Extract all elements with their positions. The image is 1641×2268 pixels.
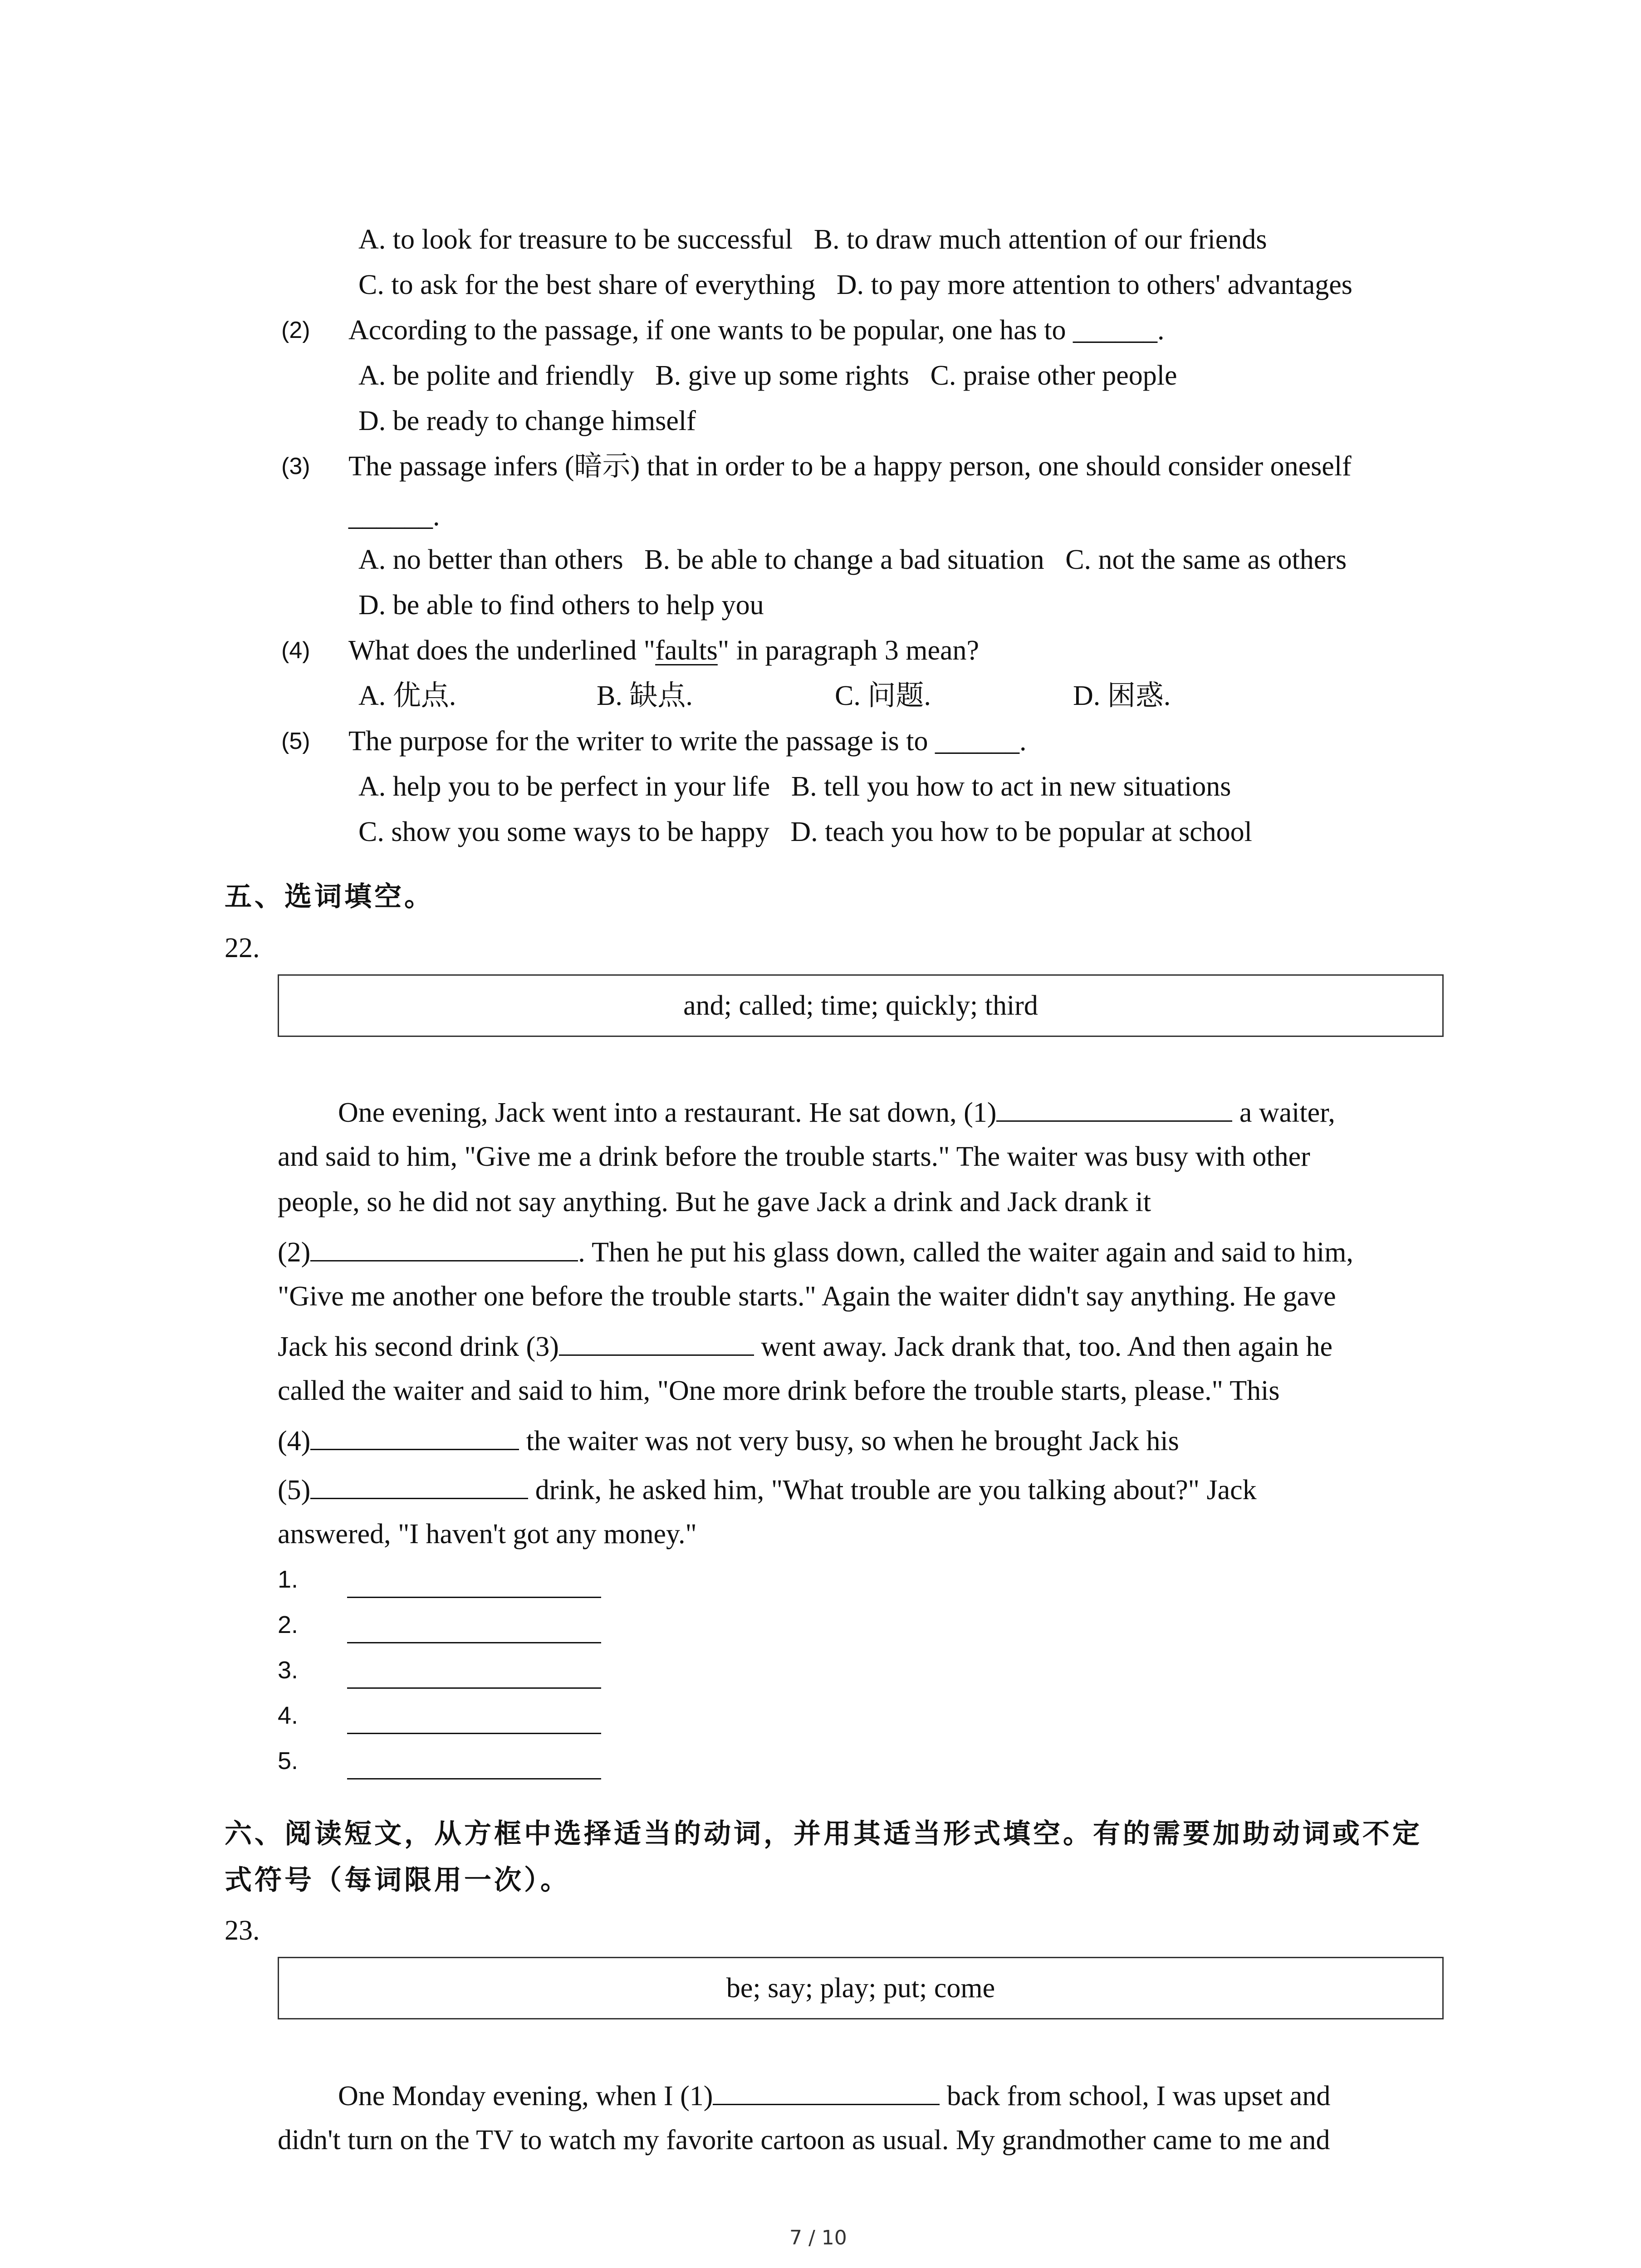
q3-option-d: D. be able to find others to help you — [358, 590, 764, 621]
blank-23-1[interactable] — [713, 2077, 940, 2105]
question-23-number: 23. — [225, 1915, 260, 1946]
q2-stem: According to the passage, if one wants to be popular, one has to ______. — [348, 315, 1165, 346]
q1-option-d: D. to pay more attention to others' advantages — [836, 269, 1352, 300]
section-six-title-line2: 式符号（每词限用一次）。 — [225, 1864, 570, 1896]
q3-option-c: C. not the same as others — [1065, 544, 1347, 575]
answer-number-5: 5. — [278, 1747, 299, 1774]
question-22-number: 22. — [225, 933, 260, 963]
page-number: 7 / 10 — [789, 2226, 847, 2249]
answer-number-4: 4. — [278, 1702, 299, 1729]
q4-option-a: A. 优点. — [358, 680, 456, 711]
answer-number-2: 2. — [278, 1611, 299, 1638]
answer-line-4[interactable] — [347, 1731, 601, 1734]
q3-option-b: B. be able to change a bad situation — [644, 544, 1044, 575]
q5-options-row2 — [358, 814, 1252, 850]
word-box-23 — [278, 1957, 1444, 2019]
q2-option-a: A. be polite and friendly — [358, 360, 634, 391]
q2-option-b: B. give up some rights — [655, 360, 909, 391]
q5-options-row1 — [358, 768, 1231, 805]
q5-option-c: C. show you some ways to be happy — [358, 816, 769, 847]
q4-option-b: B. 缺点. — [597, 680, 693, 711]
q5-option-a: A. help you to be perfect in your life — [358, 771, 770, 802]
passage22-line6: Jack his second drink (3) went away. Jack drank that, too. And then again he — [278, 1327, 1332, 1365]
passage23-line2: didn't turn on the TV to watch my favorite cartoon as usual. My grandmother came to me and — [278, 2125, 1330, 2156]
q4-option-c: C. 问题. — [835, 680, 931, 711]
passage23-line1: One Monday evening, when I (1) back from school, I was upset and — [338, 2077, 1330, 2114]
passage22-line4: (2) . Then he put his glass down, called the waiter again and said to him, — [278, 1233, 1353, 1271]
q1-option-b: B. to draw much attention of our friends — [813, 224, 1267, 255]
blank-2[interactable] — [310, 1233, 578, 1261]
answer-line-2[interactable] — [347, 1640, 601, 1643]
passage22-line5: "Give me another one before the trouble starts." Again the waiter didn't say anything. He gave — [278, 1281, 1336, 1312]
passage22-line3: people, so he did not say anything. But he gave Jack a drink and Jack drank it — [278, 1187, 1151, 1217]
passage22-line8: (4) the waiter was not very busy, so when he brought Jack his — [278, 1422, 1179, 1459]
answer-line-5[interactable] — [347, 1776, 601, 1779]
q3-number: (3) — [281, 453, 310, 479]
q5-option-d: D. teach you how to be popular at school — [790, 816, 1252, 847]
q5-number: (5) — [281, 728, 310, 754]
blank-4[interactable] — [310, 1422, 519, 1450]
word-box-22 — [278, 974, 1444, 1037]
q3-stem-cont: ______. — [348, 501, 440, 532]
word-box-23-text: be; say; play; put; come — [726, 1972, 995, 2004]
word-box-22-text: and; called; time; quickly; third — [683, 990, 1038, 1021]
q3-stem: The passage infers (暗示) that in order to be a happy person, one should consider oneself — [348, 451, 1352, 482]
passage22-line9: (5) drink, he asked him, "What trouble are you talking about?" Jack — [278, 1471, 1257, 1508]
q3-option-a: A. no better than others — [358, 544, 623, 575]
passage22-line1: One evening, Jack went into a restaurant. He sat down, (1) a waiter, — [338, 1093, 1335, 1131]
q4-stem: What does the underlined "faults" in paragraph 3 mean? — [348, 635, 980, 666]
answer-number-1: 1. — [278, 1566, 299, 1593]
answer-line-3[interactable] — [347, 1686, 601, 1689]
q1-options-row2 — [358, 267, 1352, 303]
q3-options-row1 — [358, 542, 1347, 578]
q2-number: (2) — [281, 317, 310, 343]
q5-stem: The purpose for the writer to write the passage is to ______. — [348, 726, 1027, 757]
passage22-line7: called the waiter and said to him, "One more drink before the trouble starts, please." This — [278, 1375, 1280, 1406]
blank-5[interactable] — [310, 1471, 528, 1499]
q2-option-c: C. praise other people — [930, 360, 1177, 391]
underlined-word: faults — [655, 635, 718, 666]
blank-3[interactable] — [559, 1327, 754, 1356]
q4-option-d: D. 困惑. — [1073, 680, 1171, 711]
q2-option-d: D. be ready to change himself — [358, 406, 696, 436]
section-five-title: 五、选词填空。 — [225, 881, 434, 913]
q5-option-b: B. tell you how to act in new situations — [791, 771, 1231, 802]
q1-option-c: C. to ask for the best share of everything — [358, 269, 816, 300]
blank-1[interactable] — [996, 1093, 1232, 1122]
q2-options-row1 — [358, 357, 1177, 394]
q1-options-row1 — [358, 221, 1267, 258]
passage22-line10: answered, "I haven't got any money." — [278, 1519, 697, 1549]
answer-number-3: 3. — [278, 1657, 299, 1684]
passage22-line2: and said to him, "Give me a drink before the trouble starts." The waiter was busy with other — [278, 1141, 1310, 1172]
section-six-title-line1: 六、阅读短文，从方框中选择适当的动词，并用其适当形式填空。有的需要加助动词或不定 — [225, 1818, 1422, 1850]
q4-number: (4) — [281, 637, 310, 664]
answer-line-1[interactable] — [347, 1595, 601, 1598]
q1-option-a: A. to look for treasure to be successful — [358, 224, 793, 255]
